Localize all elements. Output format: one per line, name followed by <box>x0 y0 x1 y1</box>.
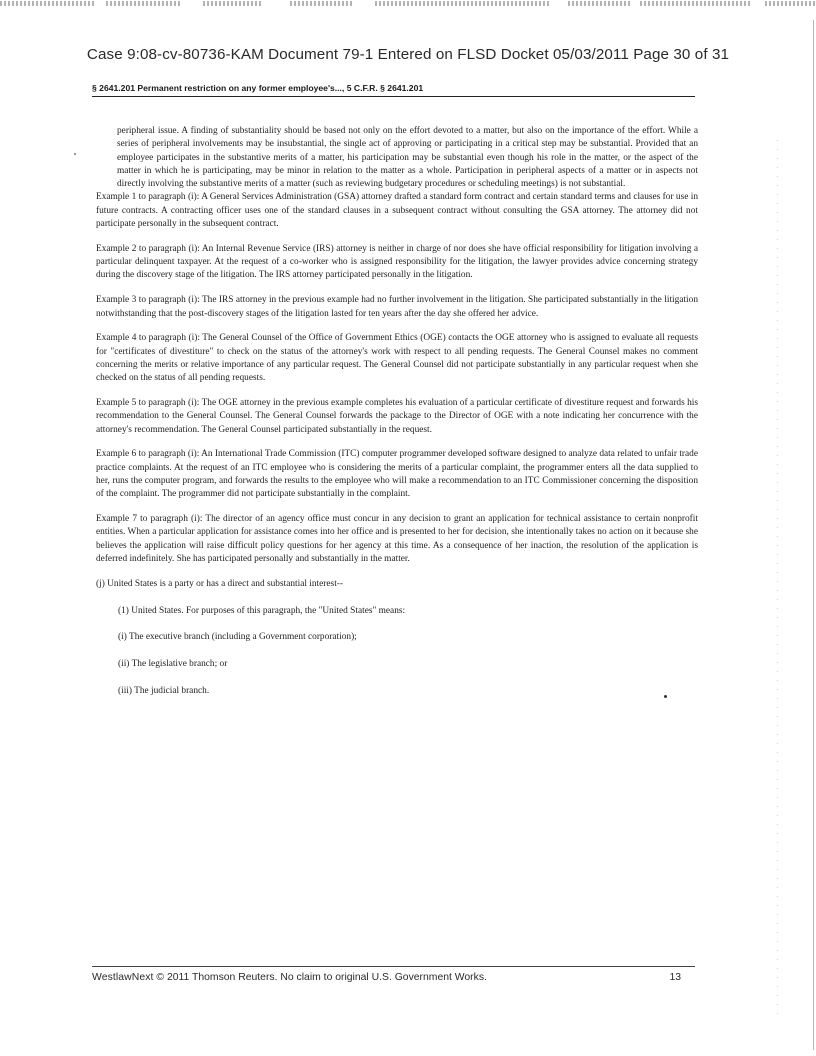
scan-edge-line <box>777 140 778 1020</box>
example-6-paragraph: Example 6 to paragraph (i): An International Trade Commission (ITC) computer programmer developed software designed to analyze data related to unfair trade practice complaints. At the request of an ITC employee who is considering the merits of a particular complaint, the programmer enters all the data supplied to her, runs the computer program, and forwards the results to the employee who will make a recommendation to an ITC Commissioner concerning the disposition of the complaint. The programmer did not participate substantially in the complaint. <box>96 449 698 500</box>
example-5-paragraph: Example 5 to paragraph (i): The OGE attorney in the previous example completes his evaluation of a particular certificate of divestiture request and forwards his recommendation to the General Counsel. The General Counsel forwards the package to the Director of OGE with a note indicating her concurrence with the attorney's recommendation. The General Counsel participated substantially in the request. <box>96 398 698 435</box>
document-body <box>96 125 698 698</box>
section-j-heading: (j) United States is a party or has a direct and substantial interest-- <box>96 578 344 589</box>
scan-edge-line <box>813 20 814 1050</box>
scan-speck <box>74 153 76 155</box>
example-3-paragraph: Example 3 to paragraph (i): The IRS attorney in the previous example had no further involvement in the litigation. She participated substantially in the litigation notwithstanding that the post-discovery stages of the litigation lasted for ten years after the day she offered her advice. <box>96 295 698 319</box>
footer-rule <box>92 966 695 967</box>
scan-edge-artifact <box>0 0 816 12</box>
header-rule <box>92 96 695 97</box>
example-2-paragraph: Example 2 to paragraph (i): An Internal Revenue Service (IRS) attorney is neither in charge of nor does she have official responsibility for litigation involving a particular delinquent taxpayer. At the request of a co-worker who is assigned responsibility for the litigation, the lawyer provides advice concerning strategy during the discovery stage of the litigation. The IRS attorney participated personally in the litigation. <box>96 243 698 281</box>
court-filing-stamp: Case 9:08-cv-80736-KAM Document 79-1 Entered on FLSD Docket 05/03/2011 Page 30 of 31 <box>86 46 730 63</box>
section-j-iii-item: (iii) The judicial branch. <box>118 686 210 696</box>
section-j1-paragraph: (1) United States. For purposes of this paragraph, the "United States" means: <box>118 605 406 616</box>
paragraph-continuation: peripheral issue. A finding of substantiality should be based not only on the effort devoted to a matter, but also on the importance of the effort. While a series of peripheral involvements may be insubstantial, the single act of approving or participating in a critical step may be substantial. Provided that an employee participates in the substantive merits of a matter, his participation may be substantial even though his role in the matter, or the aspect of the matter in which he is participating, may be minor in relation to the matter as a whole. Participation in peripheral aspects of a matter or in aspects not directly involving the substantive merits of a matter (such as reviewing budgetary procedures or scheduling meetings) is not substantial. <box>117 126 698 190</box>
page-number: 13 <box>669 972 681 983</box>
example-1-paragraph: Example 1 to paragraph (i): A General Services Administration (GSA) attorney drafted a standard form contract and certain standard terms and clauses for use in future contracts. A contracting officer uses one of the standard clauses in a subsequent contract without consulting the GSA attorney. The attorney did not participate personally in the subsequent contract. <box>96 192 698 230</box>
copyright-footer <box>92 971 695 984</box>
running-citation-header: § 2641.201 Permanent restriction on any former employee's..., 5 C.F.R. § 2641.201 <box>92 83 424 93</box>
copyright-notice: © 2011 Thomson Reuters. No claim to original U.S. Government Works. <box>153 972 487 983</box>
section-j-ii-item: (ii) The legislative branch; or <box>118 659 228 670</box>
example-4-paragraph: Example 4 to paragraph (i): The General Counsel of the Office of Government Ethics (OGE) contacts the OGE attorney who is assigned to evaluate all requests for "certificates of divestiture" to check on the status of the attorney's work with respect to all pending requests. The General Counsel makes no comment concerning the merits or relative importance of any particular request. The General Counsel did not participate substantially in any particular request when she checked on the status of all pending requests. <box>96 333 698 384</box>
section-j-i-item: (i) The executive branch (including a Government corporation); <box>118 632 357 643</box>
example-7-paragraph: Example 7 to paragraph (i): The director of an agency office must concur in any decision to grant an application for technical assistance to certain nonprofit entities. When a particular application for assistance comes into her office and is presented to her for decision, she intentionally takes no action on it because she believes the application will raise difficult policy questions for her agency at this time. As a consequence of her inaction, the resolution of the application is deferred indefinitely. She has participated personally and substantially in the matter. <box>96 514 698 565</box>
westlaw-brand-mark: WestlawNext <box>92 972 154 983</box>
